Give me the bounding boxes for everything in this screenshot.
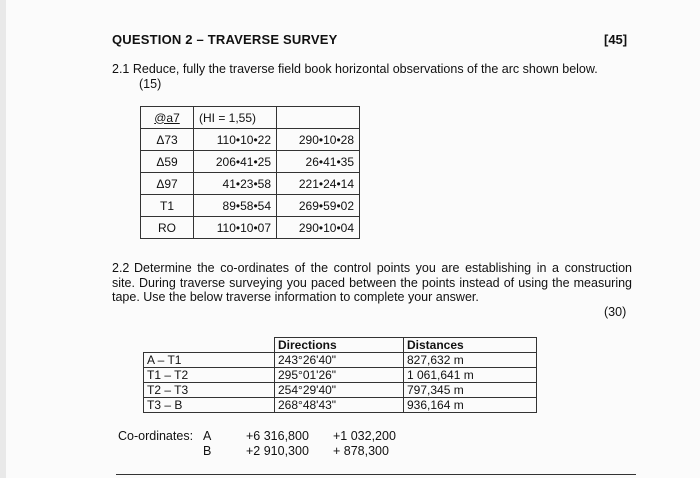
field-book-header-row [141,107,360,129]
distance-cell: 797,345 m [404,383,537,398]
distance-cell: 1 061,641 m [404,368,537,383]
directions-header: Directions [275,338,404,353]
point-a-y: +6 316,800 [246,429,309,443]
table-row [141,129,360,151]
face-left-cell: 41•23•58 [194,173,277,195]
face-left-cell: 206•41•25 [194,151,277,173]
table-row [144,383,537,398]
table-row [144,368,537,383]
coordinates-label: Co-ordinates: [118,429,194,443]
face-right-cell: 290•10•28 [277,129,360,151]
station-cell: Δ73 [141,129,194,151]
table-row [141,195,360,217]
leg-cell: T3 – B [144,398,275,413]
face-right-cell: 290•10•04 [277,217,360,239]
direction-cell: 295°01'26" [275,368,404,383]
face-right-cell: 221•24•14 [277,173,360,195]
point-a-x: +1 032,200 [333,429,396,443]
point-b-x: + 878,300 [333,444,389,458]
question-title: QUESTION 2 – TRAVERSE SURVEY [112,32,338,47]
point-a-label: A [203,429,212,443]
table-row [141,151,360,173]
table-row [141,217,360,239]
distance-cell: 827,632 m [404,353,537,368]
part2-instruction [112,261,632,305]
part2-text: Determine the co-ordinates of the control points you are establishing in a construction site. During traverse surveying you paced between the points instead of using the measuring tape. Use the below traverse information to complete your answer. [112,261,632,304]
face-left-cell: 110•10•22 [194,129,277,151]
face-right-cell: 269•59•02 [277,195,360,217]
leg-header [144,338,275,353]
question-marks: [45] [604,32,628,47]
leg-cell: A – T1 [144,353,275,368]
field-book-station-header: @a7 [141,107,194,129]
leg-cell: T2 – T3 [144,383,275,398]
station-cell: RO [141,217,194,239]
leg-cell: T1 – T2 [144,368,275,383]
face-left-cell: 110•10•07 [194,217,277,239]
traverse-header-row [144,338,537,353]
direction-cell: 268°48'43" [275,398,404,413]
part1-instruction: 2.1 Reduce, fully the traverse field book horizontal observations of the arc shown below. [112,62,598,76]
face-right-cell: 26•41•35 [277,151,360,173]
station-cell: Δ97 [141,173,194,195]
direction-cell: 243°26'40" [275,353,404,368]
direction-cell: 254°29'40" [275,383,404,398]
station-cell: Δ59 [141,151,194,173]
document-page [6,0,700,478]
point-b-y: +2 910,300 [246,444,309,458]
part2-marks: (30) [604,305,627,319]
part2-number: 2.2 [112,261,130,275]
table-row [144,398,537,413]
table-row [144,353,537,368]
field-book-blank-header [277,107,360,129]
distance-cell: 936,164 m [404,398,537,413]
table-row [141,173,360,195]
part1-marks: (15) [139,77,162,91]
station-cell: T1 [141,195,194,217]
bottom-divider [116,474,636,475]
distances-header: Distances [404,338,537,353]
point-b-label: B [203,444,212,458]
field-book-hi-header: (HI = 1,55) [194,107,277,129]
traverse-table [143,337,537,413]
field-book-table [140,106,360,239]
face-left-cell: 89•58•54 [194,195,277,217]
